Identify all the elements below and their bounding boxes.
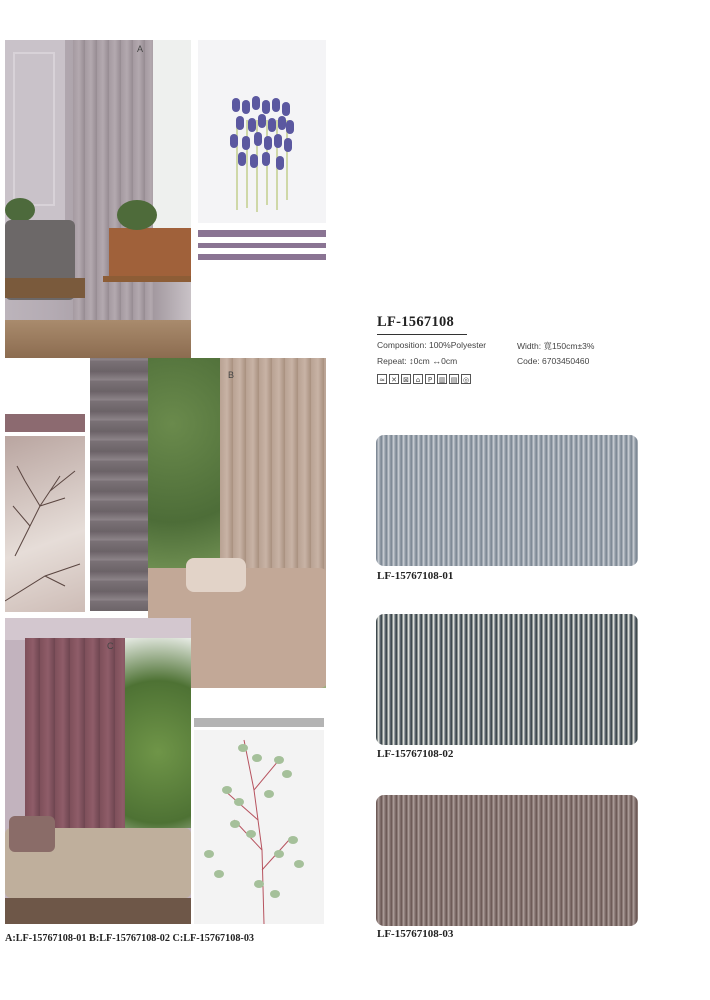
swatch-label-02: LF-15767108-02 <box>377 748 454 760</box>
no-bleach-icon: ✕ <box>389 374 399 384</box>
repeat-vertical-value: 0cm <box>413 356 430 366</box>
vertical-repeat-icon: ↕ <box>409 356 414 366</box>
care-icons <box>377 374 471 384</box>
lavender-stripe <box>198 254 326 260</box>
code-underline <box>377 334 467 335</box>
horizontal-repeat-icon: ↔ <box>432 356 442 366</box>
no-tumble-icon: ⊠ <box>401 374 411 384</box>
interior-photo-a <box>5 40 191 358</box>
mauve-band <box>5 414 85 432</box>
eucalyptus-image <box>194 730 324 924</box>
repeat-row <box>377 356 457 366</box>
code-number-text: Code: 6703450460 <box>517 356 590 366</box>
tumble-dry-icon: ◎ <box>462 376 470 384</box>
dry-branch-image <box>5 436 85 612</box>
repeat-label: Repeat: <box>377 356 407 366</box>
iron-low-icon: ⌂ <box>413 374 423 384</box>
lavender-stripe <box>198 243 326 248</box>
lavender-stripe <box>198 230 326 237</box>
grey-band <box>194 718 324 727</box>
stone-wall-image <box>90 358 148 611</box>
swatch-label-03: LF-15767108-03 <box>377 928 454 940</box>
photo-caption: A:LF-15767108-01 B:LF-15767108-02 C:LF-15767108-03 <box>5 933 255 944</box>
swatch-label-01: LF-15767108-01 <box>377 570 454 582</box>
composition-text: Composition: 100%Polyester <box>377 340 487 350</box>
photo-c-letter: C <box>107 641 114 651</box>
lavender-image <box>198 40 326 223</box>
photo-a-letter: A <box>137 44 144 54</box>
dry-flat-icon: ▤ <box>450 376 458 384</box>
fabric-swatch-03 <box>376 795 638 926</box>
photo-b-letter: B <box>228 370 235 380</box>
dry-clean-p-icon: P <box>425 374 435 384</box>
line-dry-icon: ▥ <box>438 376 446 384</box>
width-text: Width: 寬150cm±3% <box>517 341 595 351</box>
product-code: LF-1567108 <box>377 314 455 330</box>
repeat-horizontal-value: 0cm <box>441 356 458 366</box>
fabric-swatch-01 <box>376 435 638 566</box>
interior-photo-c <box>5 618 191 924</box>
fabric-swatch-02 <box>376 614 638 745</box>
wash-30-icon: ≈ <box>377 374 387 384</box>
